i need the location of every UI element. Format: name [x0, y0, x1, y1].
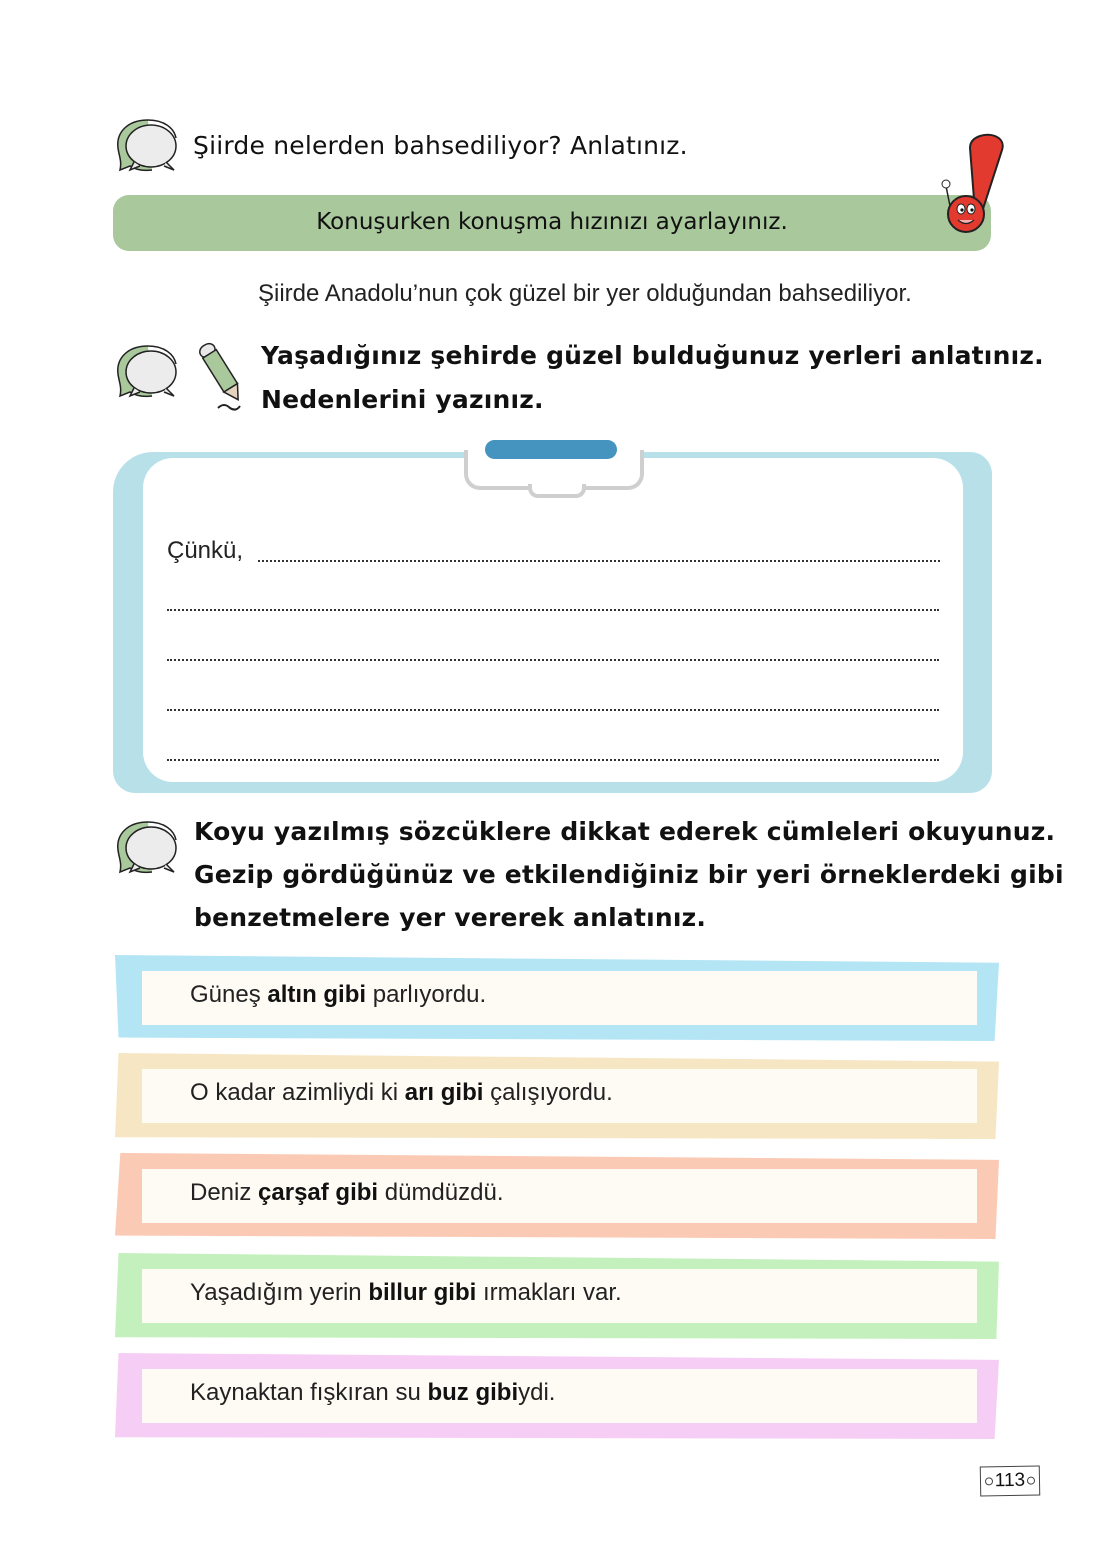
because-label: Çünkü, — [167, 537, 244, 564]
exclamation-mascot-icon — [940, 130, 1010, 242]
tip-banner — [113, 195, 991, 251]
example-strip-1 — [115, 955, 999, 1041]
writing-line-5[interactable] — [167, 759, 939, 761]
speech-bubble-icon — [114, 116, 182, 174]
example-strip-5 — [115, 1353, 999, 1439]
answer-text: Şiirde Anadolu’nun çok güzel bir yer olduğundan bahsediliyor. — [258, 280, 912, 307]
question-3-line-2: Gezip gördüğünüz ve etkilendiğiniz bir yeri örneklerdeki gibi — [194, 860, 1064, 889]
writing-line-2[interactable] — [167, 609, 939, 611]
example-sentence: Yaşadığım yerin billur gibi ırmakları var. — [190, 1279, 622, 1306]
example-sentence: O kadar azimliydi ki arı gibi çalışıyordu. — [190, 1079, 613, 1106]
example-sentence: Deniz çarşaf gibi dümdüzdü. — [190, 1179, 504, 1206]
speech-bubble-icon — [114, 342, 182, 400]
writing-card — [143, 458, 963, 782]
clipboard-clip-tab — [528, 484, 586, 498]
writing-line-3[interactable] — [167, 659, 939, 661]
example-sentence: Güneş altın gibi parlıyordu. — [190, 981, 487, 1008]
page-number: 113 — [980, 1465, 1041, 1496]
example-strip-2 — [115, 1053, 999, 1139]
writing-line-4[interactable] — [167, 709, 939, 711]
question-3-line-3: benzetmelere yer vererek anlatınız. — [194, 903, 707, 932]
example-strip-4 — [115, 1253, 999, 1339]
clipboard-clip-bar — [485, 440, 617, 459]
example-sentence: Kaynaktan fışkıran su buz gibiydi. — [190, 1379, 556, 1406]
question-2-line-1: Yaşadığınız şehirde güzel bulduğunuz yerleri anlatınız. — [261, 341, 1044, 370]
question-1: Şiirde nelerden bahsediliyor? Anlatınız. — [193, 131, 688, 160]
pencil-icon — [196, 336, 248, 414]
writing-line-1[interactable] — [258, 560, 940, 562]
example-strip-3 — [115, 1153, 999, 1239]
question-3-line-1: Koyu yazılmış sözcüklere dikkat ederek cümleleri okuyunuz. — [194, 817, 1056, 846]
tip-text: Konuşurken konuşma hızınızı ayarlayınız. — [316, 209, 788, 235]
speech-bubble-icon — [114, 818, 182, 876]
question-2-line-2: Nedenlerini yazınız. — [261, 385, 544, 414]
